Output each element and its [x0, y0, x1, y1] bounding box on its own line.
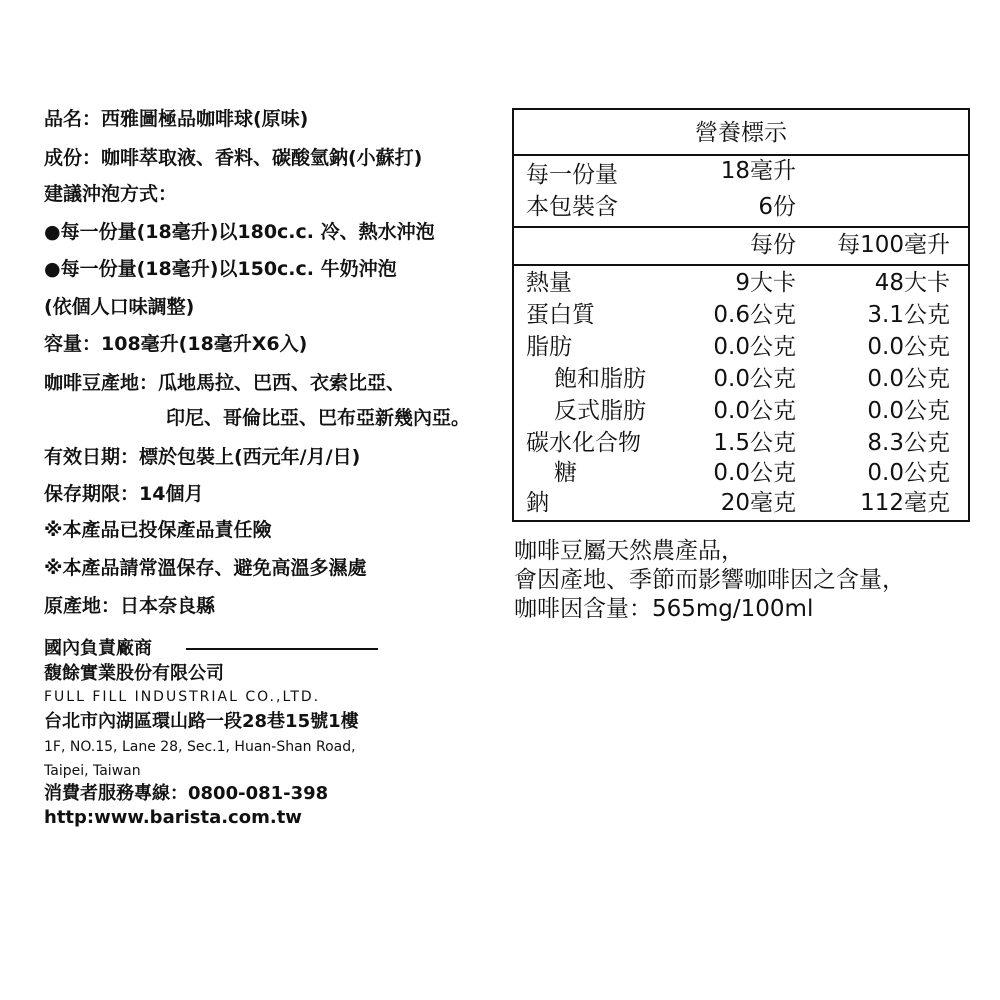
nutrient-label: 反式脂肪	[554, 398, 646, 424]
nutrition-table	[512, 108, 970, 522]
address-en-line-1: 1F, NO.15, Lane 28, Sec.1, Huan-Shan Road,	[44, 739, 356, 755]
brewing-method-2: ●每一份量(18毫升)以150c.c. 牛奶沖泡	[44, 258, 397, 280]
serving-size-label: 每一份量	[526, 162, 618, 188]
product-name: 品名：西雅圖極品咖啡球(原味)	[44, 108, 309, 130]
insurance-note: ※本產品已投保產品責任險	[44, 519, 272, 541]
nutrient-per-serving: 0.0公克	[713, 460, 796, 486]
nutrition-title: 營養標示	[695, 120, 787, 146]
nutrient-label: 飽和脂肪	[554, 366, 646, 392]
bean-origin-line-1: 咖啡豆產地：瓜地馬拉、巴西、衣索比亞、	[44, 372, 406, 394]
nutrition-divider-2	[514, 226, 968, 228]
caffeine-note-line-1: 咖啡豆屬天然農產品，	[514, 538, 744, 564]
nutrient-label: 熱量	[526, 270, 572, 296]
nutrient-per-serving: 0.0公克	[713, 398, 796, 424]
nutrient-label: 脂肪	[526, 334, 572, 360]
nutrient-per-100ml: 8.3公克	[867, 430, 950, 456]
nutrition-divider-3	[514, 264, 968, 266]
expiry-date: 有效日期：標於包裝上(西元年/月/日)	[44, 446, 361, 468]
nutrient-per-100ml: 112毫克	[860, 490, 950, 516]
column-per-100ml: 每100毫升	[837, 232, 950, 258]
nutrient-per-100ml: 3.1公克	[867, 302, 950, 328]
storage-note: ※本產品請常溫保存、避免高溫多濕處	[44, 557, 367, 579]
website[interactable]: http:www.barista.com.tw	[44, 807, 302, 828]
service-hotline: 消費者服務專線：0800-081-398	[44, 783, 329, 804]
distributor-heading-rule	[186, 648, 378, 650]
company-name-zh: 馥餘實業股份有限公司	[44, 663, 224, 684]
nutrient-per-serving: 1.5公克	[713, 430, 796, 456]
nutrient-per-serving: 20毫克	[720, 490, 796, 516]
address-zh: 台北市內湖區環山路一段28巷15號1樓	[44, 711, 359, 732]
nutrient-per-serving: 0.0公克	[713, 366, 796, 392]
nutrient-per-serving: 0.6公克	[713, 302, 796, 328]
nutrient-label: 鈉	[526, 490, 549, 516]
country-of-origin: 原產地：日本奈良縣	[44, 595, 216, 617]
servings-per-pack-value: 6份	[758, 194, 796, 220]
brewing-method-note: (依個人口味調整)	[44, 296, 195, 318]
serving-size-value: 18毫升	[720, 158, 796, 184]
volume: 容量：108毫升(18毫升X6入)	[44, 333, 308, 355]
nutrient-label: 蛋白質	[526, 302, 595, 328]
nutrient-per-100ml: 48大卡	[874, 270, 950, 296]
ingredients: 成份：咖啡萃取液、香料、碳酸氫鈉(小蘇打)	[44, 147, 423, 169]
address-en-line-2: Taipei, Taiwan	[44, 763, 141, 779]
column-per-serving: 每份	[750, 232, 796, 258]
brewing-method-1: ●每一份量(18毫升)以180c.c. 冷、熱水沖泡	[44, 221, 435, 243]
nutrient-label: 碳水化合物	[526, 430, 641, 456]
nutrient-per-100ml: 0.0公克	[867, 398, 950, 424]
brewing-method-title: 建議沖泡方式：	[44, 183, 178, 205]
caffeine-note-line-2: 會因產地、季節而影響咖啡因之含量，	[514, 567, 905, 593]
nutrient-per-serving: 0.0公克	[713, 334, 796, 360]
shelf-life: 保存期限：14個月	[44, 483, 204, 505]
company-name-en: FULL FILL INDUSTRIAL CO.,LTD.	[44, 689, 321, 705]
caffeine-content: 咖啡因含量：565mg/100ml	[514, 596, 814, 622]
bean-origin-line-2: 印尼、哥倫比亞、巴布亞新幾內亞。	[166, 407, 471, 429]
nutrient-per-serving: 9大卡	[735, 270, 796, 296]
nutrient-per-100ml: 0.0公克	[867, 366, 950, 392]
nutrient-per-100ml: 0.0公克	[867, 334, 950, 360]
nutrient-label: 糖	[554, 460, 577, 486]
distributor-heading: 國內負責廠商	[44, 638, 152, 659]
nutrient-per-100ml: 0.0公克	[867, 460, 950, 486]
servings-per-pack-label: 本包裝含	[526, 194, 618, 220]
